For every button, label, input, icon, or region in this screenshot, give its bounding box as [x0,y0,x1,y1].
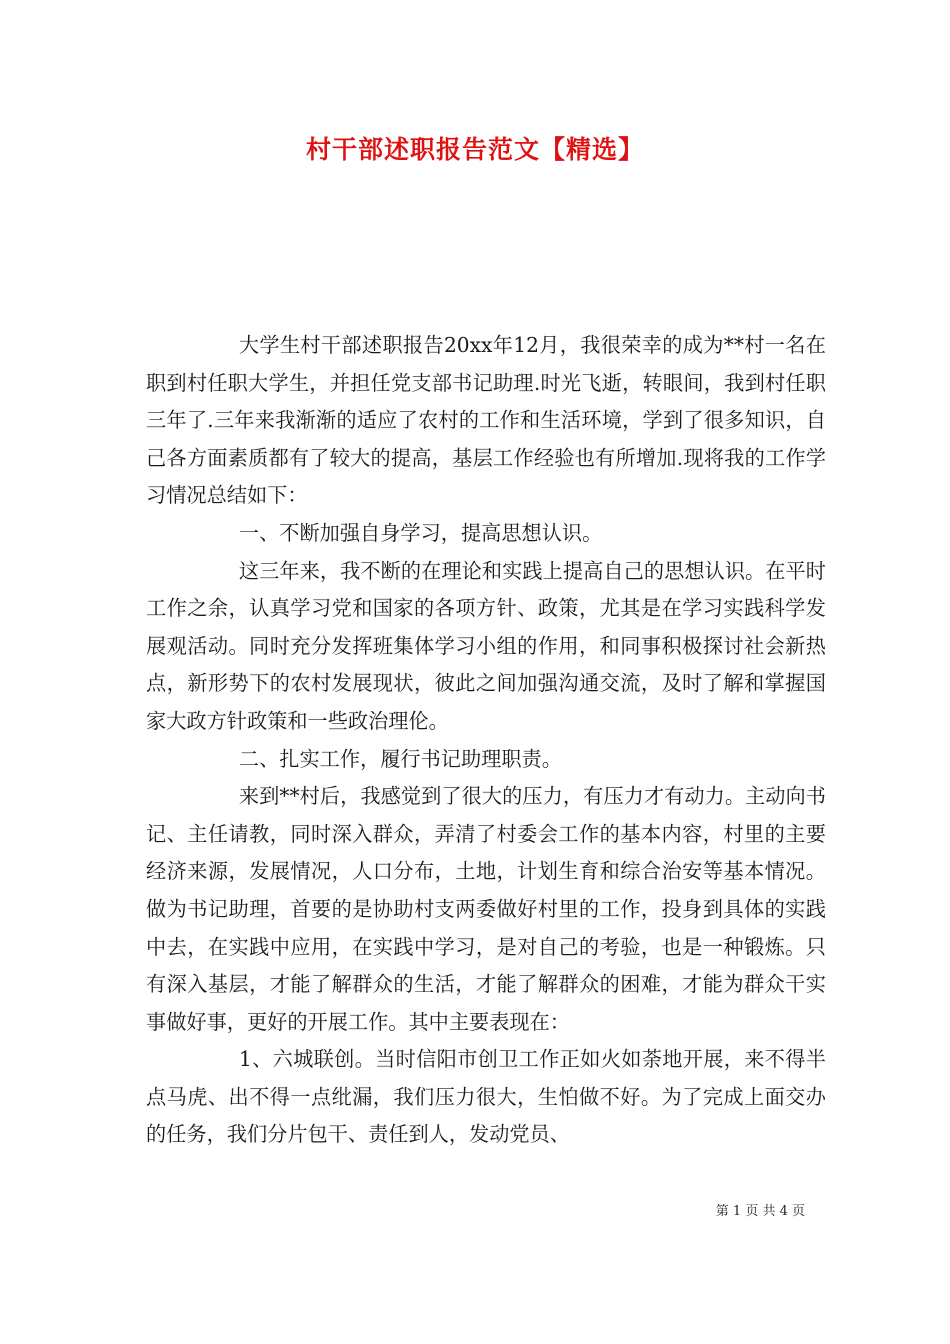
section-heading-2: 二、扎实工作，履行书记助理职责。 [238,746,562,771]
document-body [146,327,826,1154]
document-title: 村干部述职报告范文【精选】 [305,135,644,164]
page-number: 第 1 页 共 4 页 [715,1204,805,1219]
paragraph-item-1: 1、六城联创。当时信阳市创卫工作正如火如荼地开展，来不得半点马虎、出不得一点纰漏，我们压力很大，生怕做不好。为了完成上面交办的任务，我们分片包干、责任到人，发动党员、 [146,1047,826,1147]
paragraph-intro: 大学生村干部述职报告20xx年12月，我很荣幸的成为**村一名在职到村任职大学生，并担任党支部书记助理.时光飞逝，转眼间，我到村任职三年了.三年来我渐渐的适应了农村的工作和生活环境，学到了很多知识，自己各方面素质都有了较大的提高，基层工作经验也有所增加.现将我的工作学习情况总结如下： [146,333,826,508]
section-heading-1: 一、不断加强自身学习，提高思想认识。 [238,520,603,545]
paragraph-work: 来到**村后，我感觉到了很大的压力，有压力才有动力。主动向书记、主任请教，同时深入群众，弄清了村委会工作的基本内容，村里的主要经济来源，发展情况，人口分布，土地，计划生育和综合治安等基本情况。做为书记助理，首要的是协助村支两委做好村里的工作，投身到具体的实践中去，在实践中应用，在实践中学习，是对自己的考验，也是一种锻炼。只有深入基层，才能了解群众的生活，才能了解群众的困难，才能为群众干实事做好事，更好的开展工作。其中主要表现在： [146,784,826,1034]
paragraph-study: 这三年来，我不断的在理论和实践上提高自己的思想认识。在平时工作之余，认真学习党和国家的各项方针、政策，尤其是在学习实践科学发展观活动。同时充分发挥班集体学习小组的作用，和同事积极探讨社会新热点，新形势下的农村发展现状，彼此之间加强沟通交流，及时了解和掌握国家大政方针政策和一些政治理伦。 [146,558,826,733]
